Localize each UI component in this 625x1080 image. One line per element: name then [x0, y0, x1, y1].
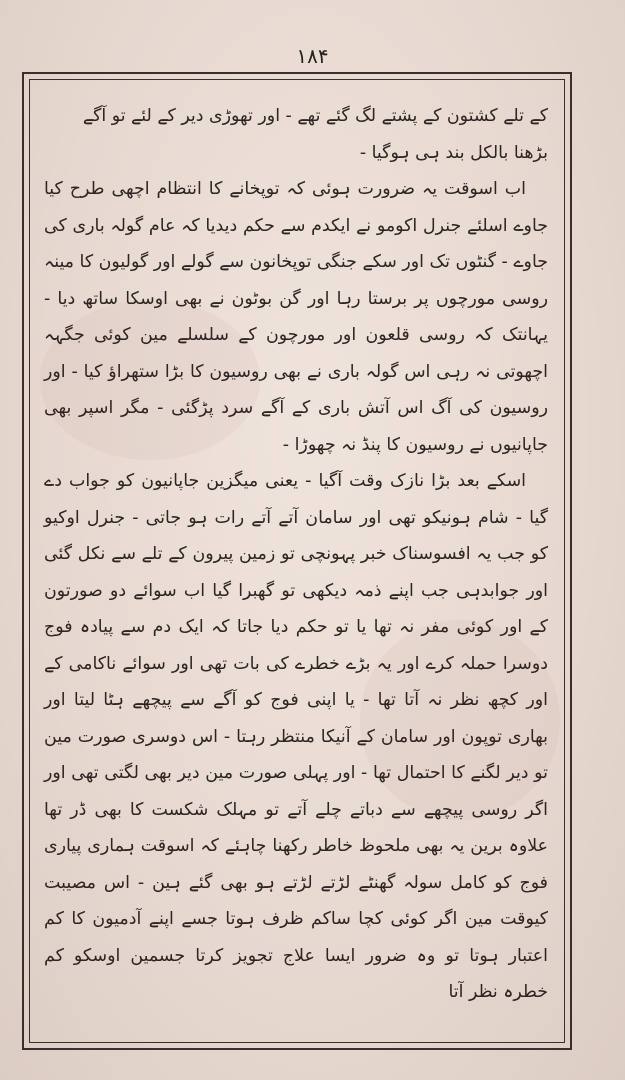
- paragraph-2: اب اسوقت یہ ضرورت ہوئی کہ توپخانے کا انتظام اچھی طرح کیا جاوے اسلئے جنرل اکومو نے ایکدم سے حکم دیدیا کہ عام گولہ باری کی جاوے - گنٹوں تک اور سکے جنگی توپخانون سے گولے اور گولیون کا مینہ روسی مورچوں پر برستا رہا اور گن بوٹون نے بھی اوسکا ساتھ دیا - یہانتک کہ روسی قلعون اور مورچون کے سلسلے مین کوئی جگہہ اچھوتی نہ رہی اس گولہ باری نے بھی روسیون کا بڑا ستھراؤ کیا - اور روسیون کی آگ اس آتش باری کے آگے سرد پڑگئی - مگر اسپر بھی جاپانیوں نے روسیون کا پنڈ نہ چھوڑا -: [44, 179, 548, 455]
- body-text: [44, 98, 548, 1011]
- paragraph-1: کے تلے کشتون کے پشتے لگ گئے تھے - اور تھوڑی دیر کے لئے تو آگے بڑھنا بالکل بند ہی ہوگیا -: [82, 106, 548, 163]
- paragraph-3: اسکے بعد بڑا نازک وقت آگیا - یعنی میگزین جاپانیون کو جواب دے گیا - شام ہونیکو تھی اور سامان آتے آتے رات ہو جاتی - جنرل اوکیو کو جب یہ افسوسناک خبر پہونچی تو زمین پیرون کے تلے سے نکل گئی اور جوابدہی جب اپنے ذمہ دیکھی تو گھبرا گیا اب سوائے دو صورتون کے اور کوئی مفر نہ تھا یا تو حکم دیا جاتا کہ ایک دم سے پیادہ فوج دوسرا حملہ کرے اور یہ بڑے خطرے کی بات تھی اور سوائے ناکامی کے اور کچھ نظر نہ آتا تھا - یا اپنی فوج کو آگے سے پیچھے ہٹا لیتا اور بھاری توپون اور سامان کے آنیکا منتظر رہتا - اس دوسری صورت مین تو دیر لگنے کا احتمال تھا - اور پہلی صورت مین دیر بھی لگتی تھی اور اگر روسی پیچھے سے دباتے چلے آتے تو مہلک شکست کا بھی ڈر تھا علاوہ برین یہ بھی ملحوظ خاطر رکھنا چاہئے کہ اسوقت ہماری پیاری فوج کو کامل سولہ گھنٹے لڑتے لڑتے ہو بھی گئے ہین - اس مصیبت کیوقت مین اگر کوئی کچا ساکم ظرف ہوتا جسے اپنے آدمیون کا کم اعتبار ہوتا تو وہ ضرور ایسا علاج تجویز کرتا جسمین اوسکو کم خطرہ نظر آتا: [44, 471, 548, 1002]
- text-frame: [29, 79, 565, 1043]
- page-number: ۱۸۴: [296, 44, 329, 68]
